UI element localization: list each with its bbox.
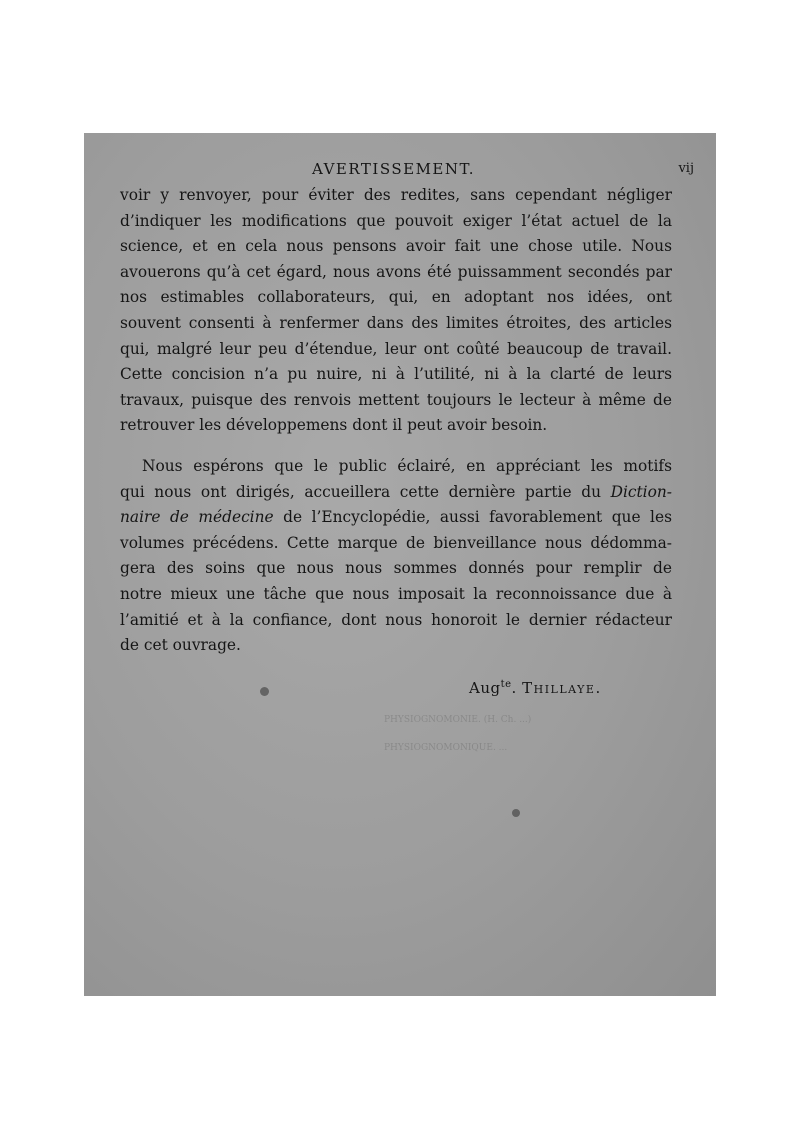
- ink-spot: [512, 809, 520, 817]
- paragraph-2: [120, 454, 672, 659]
- text-line: nos estimables collaborateurs, qui, en adoptant nos idées, ont: [120, 288, 672, 307]
- text-line: de cet ouvrage.: [120, 636, 241, 655]
- text-line: d’indiquer les modifications que pouvoit exiger l’état actuel de la: [120, 211, 672, 230]
- text-line: retrouver les développemens dont il peut avoir besoin.: [120, 416, 548, 435]
- signature-dot: .: [511, 679, 517, 697]
- signature-name: Thillaye.: [522, 679, 602, 697]
- show-through-text: PHYSIOGNOMONIE. (H. Ch. ...) PHYSIOGNOMONIQUE. ...: [384, 715, 532, 753]
- header-title: AVERTISSEMENT.: [312, 160, 476, 178]
- text-line: avouerons qu’à cet égard, nous avons été puissamment secondés par: [120, 262, 672, 281]
- text-line: souvent consenti à renfermer dans des limites étroites, des articles: [120, 313, 672, 332]
- text-line: science, et en cela nous pensons avoir fait une chose utile. Nous: [120, 237, 672, 256]
- text-run: de l’Encyclopédie, aussi favorablement que les: [283, 508, 672, 527]
- running-header: [84, 160, 716, 182]
- scanned-page: [84, 133, 716, 996]
- text-run: qui nous ont dirigés, accueillera cette dernière partie du: [120, 482, 601, 501]
- text-line: qui, malgré leur peu d’étendue, leur ont coûté beaucoup de travail.: [120, 339, 672, 358]
- signature: [469, 679, 602, 697]
- page-number: vij: [678, 161, 694, 176]
- italic-run: naire de médecine: [120, 508, 274, 527]
- italic-run: Diction-: [610, 482, 672, 501]
- text-line: travaux, puisque des renvois mettent toujours le lecteur à même de: [120, 390, 672, 409]
- ink-spot: [260, 687, 269, 696]
- body-text: [120, 183, 672, 659]
- text-line: Nous espérons que le public éclairé, en appréciant les motifs: [142, 456, 672, 475]
- text-line: Cette concision n’a pu nuire, ni à l’utilité, ni à la clarté de leurs: [120, 365, 672, 384]
- text-line: gera des soins que nous nous sommes donnés pour remplir de: [120, 559, 672, 578]
- text-line: voir y renvoyer, pour éviter des redites, sans cependant négliger: [120, 186, 672, 204]
- signature-superscript: te: [500, 679, 512, 690]
- signature-abbrev: Aug: [469, 679, 501, 697]
- text-line: volumes précédens. Cette marque de bienveillance nous dédomma-: [120, 533, 672, 552]
- paragraph-1: [120, 183, 672, 439]
- text-line: l’amitié et à la confiance, dont nous honoroit le dernier rédacteur: [120, 610, 672, 629]
- text-line: [120, 505, 672, 531]
- text-line: notre mieux une tâche que nous imposait la reconnoissance due à: [120, 584, 672, 603]
- text-line: [120, 480, 672, 506]
